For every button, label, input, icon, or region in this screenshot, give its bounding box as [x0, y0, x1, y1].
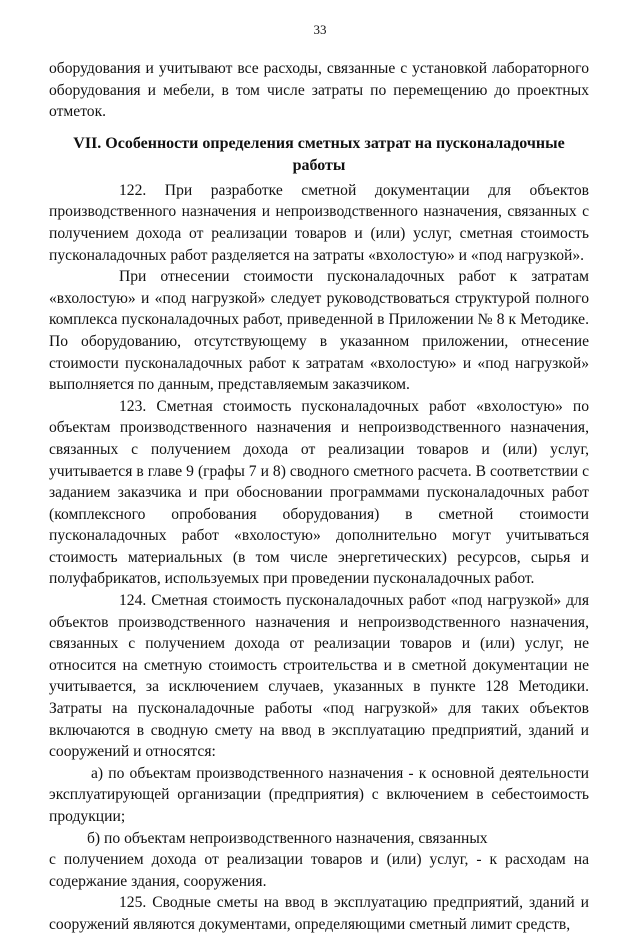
paragraph-124: 124. Сметная стоимость пусконаладочных работ «под нагрузкой» для объектов производственного назначения и непроизводственного назначения, связанных с получением дохода от реализации товаров и (или) услуг, не относится на сметную стоимость строительства и в сметной документации не учитывается, за исключением случаев, указанных в пункте 128 Методики. Затраты на пусконаладочные работы «под нагрузкой» для таких объектов включаются в сводную смету на ввод в эксплуатацию предприятий, зданий и сооружений и относятся: [49, 592, 589, 761]
paragraph-124-item-b-rest: с получением дохода от реализации товаров и (или) услуг, - к расходам на содержание здания, сооружения. [49, 851, 589, 890]
paragraph-124-item-b-first-line: б) по объектам непроизводственного назначения, связанных [87, 829, 488, 847]
document-body [49, 58, 589, 936]
page-number: 33 [313, 22, 327, 37]
paragraph-124-item-a: а) по объектам производственного назначения - к основной деятельности эксплуатирующей организации (предприятия) с включением в себестоимость продукции; [49, 764, 589, 825]
paragraph-122-continued: При отнесении стоимости пусконаладочных работ к затратам «вхолостую» и «под нагрузкой» следует руководствоваться структурой полного комплекса пусконаладочных работ, приведенной в Приложении № 8 к Методике. По оборудованию, отсутствующему в указанном приложении, отнесение стоимости пусконаладочных работ к затратам «вхолостую» и «под нагрузкой» выполняется по данным, представляемым заказчиком. [49, 268, 589, 394]
section-heading: VII. Особенности определения сметных затрат на пусконаладочные работы [73, 134, 565, 174]
paragraph-122: 122. При разработке сметной документации для объектов производственного назначения и непроизводственного назначения, связанных с получением дохода от реализации товаров и (или) услуг, сметная стоимость пусконаладочных работ разделяется на затраты «вхолостую» и «под нагрузкой». [49, 181, 589, 264]
paragraph-123: 123. Сметная стоимость пусконаладочных работ «вхолостую» по объектам производственного назначения и непроизводственного назначения, связанных с получением дохода от реализации товаров и (или) услуг, учитывается в главе 9 (графы 7 и 8) сводного сметного расчета. В соответствии с заданием заказчика и при обосновании программами пусконаладочных работ (комплексного опробования оборудования) в сметной стоимости пусконаладочных работ «вхолостую» дополнительно могут учитываться стоимость материальных (в том числе энергетических) ресурсов, сырья и полуфабрикатов, используемых при проведении пусконаладочных работ. [49, 397, 589, 588]
paragraph-continued: оборудования и учитывают все расходы, связанные с установкой лабораторного оборудования и мебели, в том числе затраты по перемещению до проектных отметок. [49, 60, 589, 121]
paragraph-125: 125. Сводные сметы на ввод в эксплуатацию предприятий, зданий и сооружений являются документами, определяющими сметный лимит средств, [49, 894, 589, 933]
